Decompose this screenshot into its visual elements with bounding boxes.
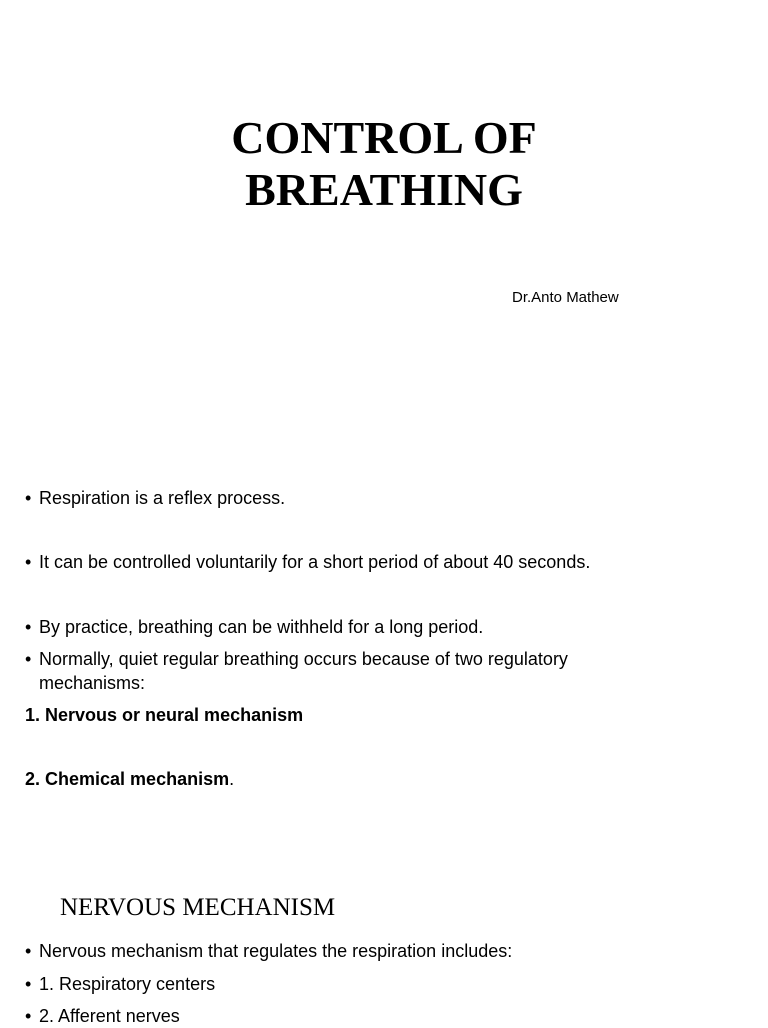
bullet-item — [25, 939, 725, 963]
bullet-marker: • — [25, 649, 32, 669]
numbered-item-label: 2. Chemical mechanism — [25, 769, 230, 789]
bullet-text: 2. Afferent nerves — [39, 1006, 180, 1026]
bullet-text: Normally, quiet regular breathing occurs because of two regulatory mechanisms: — [39, 649, 568, 693]
intro-slide — [0, 430, 768, 840]
author-name: Dr.Anto Mathew — [512, 289, 619, 306]
section-title: NERVOUS MECHANISM — [60, 894, 336, 921]
bullet-item — [25, 486, 725, 510]
bullet-text: It can be controlled voluntarily for a short period of about 40 seconds. — [39, 552, 591, 572]
bullet-marker: • — [25, 617, 32, 637]
bullet-item — [25, 647, 665, 695]
bullet-item — [25, 1004, 725, 1028]
numbered-item — [25, 703, 303, 727]
bullet-text: 1. Respiratory centers — [39, 974, 216, 994]
numbered-item-suffix: . — [229, 769, 235, 789]
title-slide — [0, 0, 768, 430]
bullet-item — [25, 972, 725, 996]
slide-title-line-1: CONTROL OF — [231, 112, 537, 163]
bullet-marker: • — [25, 1006, 32, 1026]
bullet-marker: • — [25, 941, 32, 961]
bullet-text: By practice, breathing can be withheld for a long period. — [39, 617, 484, 637]
numbered-item — [25, 767, 234, 791]
bullet-item — [25, 550, 725, 574]
slide-title — [0, 112, 768, 216]
numbered-item-label: 1. Nervous or neural mechanism — [25, 705, 304, 725]
bullet-item — [25, 615, 725, 639]
bullet-marker: • — [25, 488, 32, 508]
bullet-marker: • — [25, 552, 32, 572]
nervous-mechanism-slide — [0, 840, 768, 1024]
bullet-text: Respiration is a reflex process. — [39, 488, 286, 508]
bullet-marker: • — [25, 974, 32, 994]
bullet-text: Nervous mechanism that regulates the respiration includes: — [39, 941, 513, 961]
slide-title-line-2: BREATHING — [245, 164, 523, 215]
